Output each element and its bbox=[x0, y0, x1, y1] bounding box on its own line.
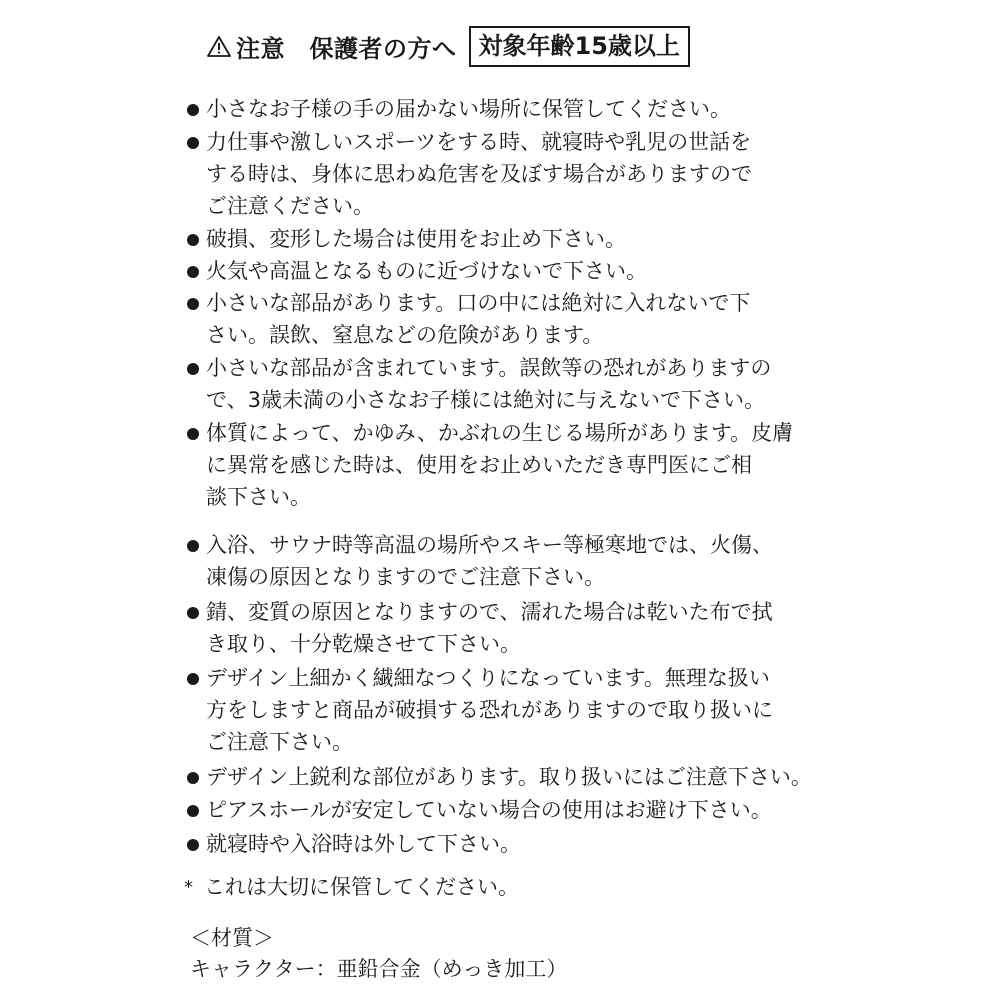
list-item-line: デザイン上細かく繊細なつくりになっています。無理な扱い bbox=[206, 666, 770, 690]
list-item-line: デザイン上鋭利な部位があります。取り扱いにはご注意下さい。 bbox=[206, 765, 812, 789]
note-asterisk: * bbox=[184, 877, 193, 898]
list-item-line: 破損、変形した場合は使用をお止め下さい。 bbox=[206, 227, 626, 251]
list-item-line: 火気や高温となるものに近づけないで下さい。 bbox=[206, 259, 647, 283]
note-text: これは大切に保管してください。 bbox=[204, 875, 519, 899]
list-item-line: に異常を感じた時は、使用をお止めいただき専門医にご相 bbox=[206, 453, 752, 477]
age-rating-badge: 対象年齢15歳以上 bbox=[469, 26, 690, 67]
list-item-line: 談下さい。 bbox=[206, 485, 311, 509]
list-item-line: 小さいな部品があります。口の中には絶対に入れないで下 bbox=[206, 291, 751, 315]
list-bullet bbox=[187, 839, 199, 851]
list-bullet bbox=[187, 298, 199, 310]
list-bullet bbox=[187, 673, 199, 685]
list-item-line: する時は、身体に思わぬ危害を及ぼす場合がありますので bbox=[206, 162, 752, 186]
list-item-line: 体質によって、かゆみ、かぶれの生じる場所があります。皮膚 bbox=[206, 421, 794, 445]
list-item-line: 錆、変質の原因となりますので、濡れた場合は乾いた布で拭 bbox=[206, 600, 773, 624]
list-item-line: 小さいな部品が含まれています。誤飲等の恐れがありますの bbox=[206, 356, 772, 380]
page-title: 注意 保護者の方へ bbox=[236, 34, 457, 63]
list-item-line: き取り、十分乾燥させて下さい。 bbox=[206, 632, 521, 656]
warning-triangle-icon bbox=[207, 35, 231, 57]
material-line: キャラクター：亜鉛合金（めっき加工） bbox=[190, 957, 568, 981]
list-item-line: 入浴、サウナ時等高温の場所やスキー等極寒地では、火傷、 bbox=[206, 533, 773, 557]
list-bullet bbox=[187, 772, 199, 784]
header bbox=[207, 26, 690, 66]
material-heading: ＜材質＞ bbox=[190, 926, 274, 950]
list-bullet bbox=[187, 363, 199, 375]
list-item-line: ご注意ください。 bbox=[206, 194, 374, 218]
list-bullet bbox=[187, 428, 199, 440]
list-item-line: で、3歳未満の小さなお子様には絶対に与えないで下さい。 bbox=[206, 388, 765, 412]
list-item-line: 方をしますと商品が破損する恐れがありますので取り扱いに bbox=[206, 698, 773, 722]
list-bullet bbox=[187, 104, 199, 116]
list-bullet bbox=[187, 234, 199, 246]
list-item-line: 凍傷の原因となりますのでご注意下さい。 bbox=[206, 565, 605, 589]
list-item-line: 就寝時や入浴時は外して下さい。 bbox=[206, 832, 521, 856]
list-bullet bbox=[187, 607, 199, 619]
list-bullet bbox=[187, 805, 199, 817]
list-bullet bbox=[187, 540, 199, 552]
list-item-line: さい。誤飲、窒息などの危険があります。 bbox=[206, 323, 604, 347]
list-item-line: ご注意下さい。 bbox=[206, 730, 353, 754]
list-bullet bbox=[187, 137, 199, 149]
list-item-line: 小さなお子様の手の届かない場所に保管してください。 bbox=[206, 97, 731, 121]
list-item-line: 力仕事や激しいスポーツをする時、就寝時や乳児の世話を bbox=[206, 130, 752, 154]
list-item-line: ピアスホールが安定していない場合の使用はお避け下さい。 bbox=[206, 798, 772, 822]
list-bullet bbox=[187, 266, 199, 278]
